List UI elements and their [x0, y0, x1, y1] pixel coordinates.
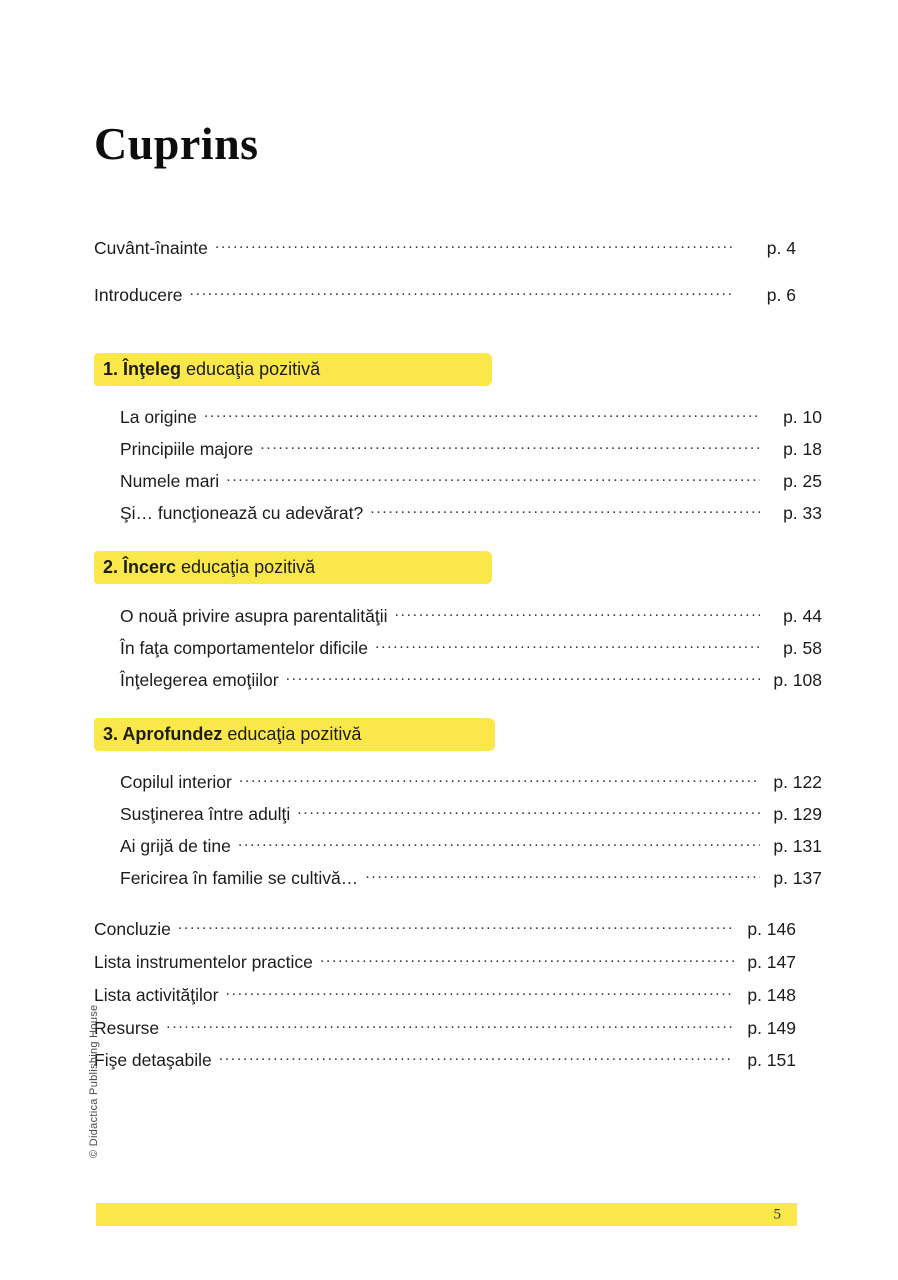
- toc-row[interactable]: [94, 668, 822, 689]
- toc-row-page: p. 25: [783, 471, 822, 491]
- toc-row-page: p. 137: [773, 868, 822, 888]
- spacer: [94, 887, 796, 917]
- dot-leader: [190, 284, 734, 302]
- toc-row-page: p. 6: [766, 285, 796, 306]
- dot-leader: [320, 950, 734, 968]
- copyright-notice: © Didactica Publishing House: [88, 1004, 100, 1158]
- section-title-2: educaţia pozitivă: [176, 557, 316, 578]
- dot-leader: [215, 236, 734, 254]
- section-2-entries: [94, 604, 822, 690]
- front-matter-list: [94, 236, 796, 305]
- spacer: [94, 332, 796, 354]
- spacer: [94, 689, 796, 719]
- toc-row-label: În faţa comportamentelor dificile: [120, 637, 369, 658]
- toc-row[interactable]: [94, 771, 822, 792]
- toc-row-label: Copilul interior: [120, 772, 232, 793]
- toc-row[interactable]: [94, 636, 822, 657]
- toc-row[interactable]: [94, 917, 796, 938]
- toc-entries: [94, 236, 822, 1071]
- toc-row-label: Principiile majore: [120, 439, 254, 460]
- toc-row-label: Lista activităţilor: [94, 984, 219, 1005]
- toc-row-page: p. 58: [783, 637, 822, 658]
- toc-row-label: Fişe detaşabile: [94, 1050, 212, 1071]
- toc-row-page: p. 4: [766, 237, 796, 258]
- section-header-2[interactable]: [94, 552, 492, 583]
- dot-leader: [375, 636, 760, 654]
- dot-leader: [286, 668, 760, 686]
- spacer: [94, 583, 796, 604]
- section-number-3: 3. Aprofundez: [103, 723, 223, 744]
- toc-row[interactable]: [94, 501, 822, 522]
- dot-leader: [395, 604, 760, 622]
- section-3-entries: [94, 771, 822, 888]
- dot-leader: [226, 470, 760, 488]
- toc-row[interactable]: [94, 236, 796, 257]
- toc-row-page: p. 108: [773, 669, 822, 690]
- toc-row-page: p. 129: [773, 804, 822, 825]
- toc-row-label: Înţelegerea emoţiilor: [120, 669, 279, 690]
- section-header-1[interactable]: [94, 354, 492, 385]
- dot-leader: [297, 803, 760, 821]
- toc-row-page: p. 18: [783, 439, 822, 460]
- dot-leader: [238, 835, 760, 853]
- toc-row-label: Numele mari: [120, 471, 220, 491]
- spacer: [94, 750, 796, 771]
- toc-row[interactable]: [94, 406, 822, 427]
- page-title: Cuprins: [94, 118, 259, 169]
- back-matter-list: [94, 917, 796, 1069]
- toc-row[interactable]: [94, 867, 822, 888]
- section-title-3: educaţia pozitivă: [222, 723, 362, 744]
- spacer: [94, 385, 796, 406]
- toc-row-page: p. 10: [783, 407, 822, 428]
- toc-row-label: Resurse: [94, 1017, 160, 1038]
- spacer: [94, 522, 796, 552]
- section-3: [94, 719, 796, 750]
- toc-row-label: Lista instrumentelor practice: [94, 951, 313, 972]
- toc-row[interactable]: [94, 950, 796, 971]
- toc-row[interactable]: [94, 1049, 796, 1070]
- toc-row[interactable]: [94, 284, 796, 305]
- dot-leader: [166, 1016, 734, 1034]
- toc-row-page: p. 122: [773, 772, 822, 793]
- toc-row-label: Concluzie: [94, 918, 171, 939]
- toc-row[interactable]: [94, 438, 822, 459]
- section-1: [94, 354, 796, 385]
- dot-leader: [226, 983, 735, 1001]
- dot-leader: [370, 501, 760, 519]
- toc-row-page: p. 44: [783, 605, 822, 626]
- section-2: [94, 552, 796, 583]
- footer-bar: [96, 1203, 797, 1226]
- toc-row-page: p. 149: [747, 1017, 796, 1038]
- toc-row-page: p. 146: [747, 918, 796, 939]
- toc-row[interactable]: [94, 470, 822, 491]
- toc-row-label: Şi… funcţionează cu adevărat?: [120, 502, 364, 523]
- toc-row-label: La origine: [120, 407, 197, 428]
- toc-row-page: p. 131: [773, 836, 822, 857]
- toc-row-label: O nouă privire asupra parentalităţii: [120, 605, 388, 626]
- toc-row[interactable]: [94, 604, 822, 625]
- section-number-2: 2. Încerc: [103, 557, 177, 578]
- toc-row-page: p. 147: [747, 951, 796, 972]
- toc-row-label: Cuvânt-înainte: [94, 237, 208, 258]
- toc-row[interactable]: [94, 835, 822, 856]
- toc-row-label: Introducere: [94, 285, 183, 306]
- section-number-1: 1. Înţeleg: [103, 358, 182, 379]
- toc-row-label: Susţinerea între adulţi: [120, 804, 291, 825]
- section-1-entries: [94, 406, 822, 523]
- section-header-3[interactable]: [94, 719, 495, 750]
- dot-leader: [239, 771, 760, 789]
- toc-row-label: Ai grijă de tine: [120, 836, 231, 857]
- toc-row-page: p. 33: [783, 502, 822, 523]
- dot-leader: [178, 917, 734, 935]
- toc-row[interactable]: [94, 803, 822, 824]
- toc-row-label: Fericirea în familie se cultivă…: [120, 868, 359, 888]
- dot-leader: [365, 867, 760, 885]
- dot-leader: [260, 438, 760, 456]
- dot-leader: [204, 406, 760, 424]
- toc-row-page: p. 151: [747, 1050, 796, 1071]
- toc-row-page: p. 148: [747, 984, 796, 1005]
- toc-row[interactable]: [94, 983, 796, 1004]
- toc-row[interactable]: [94, 1016, 796, 1037]
- section-title-1: educaţia pozitivă: [181, 358, 321, 379]
- dot-leader: [219, 1049, 734, 1067]
- footer-page-number: 5: [773, 1206, 781, 1222]
